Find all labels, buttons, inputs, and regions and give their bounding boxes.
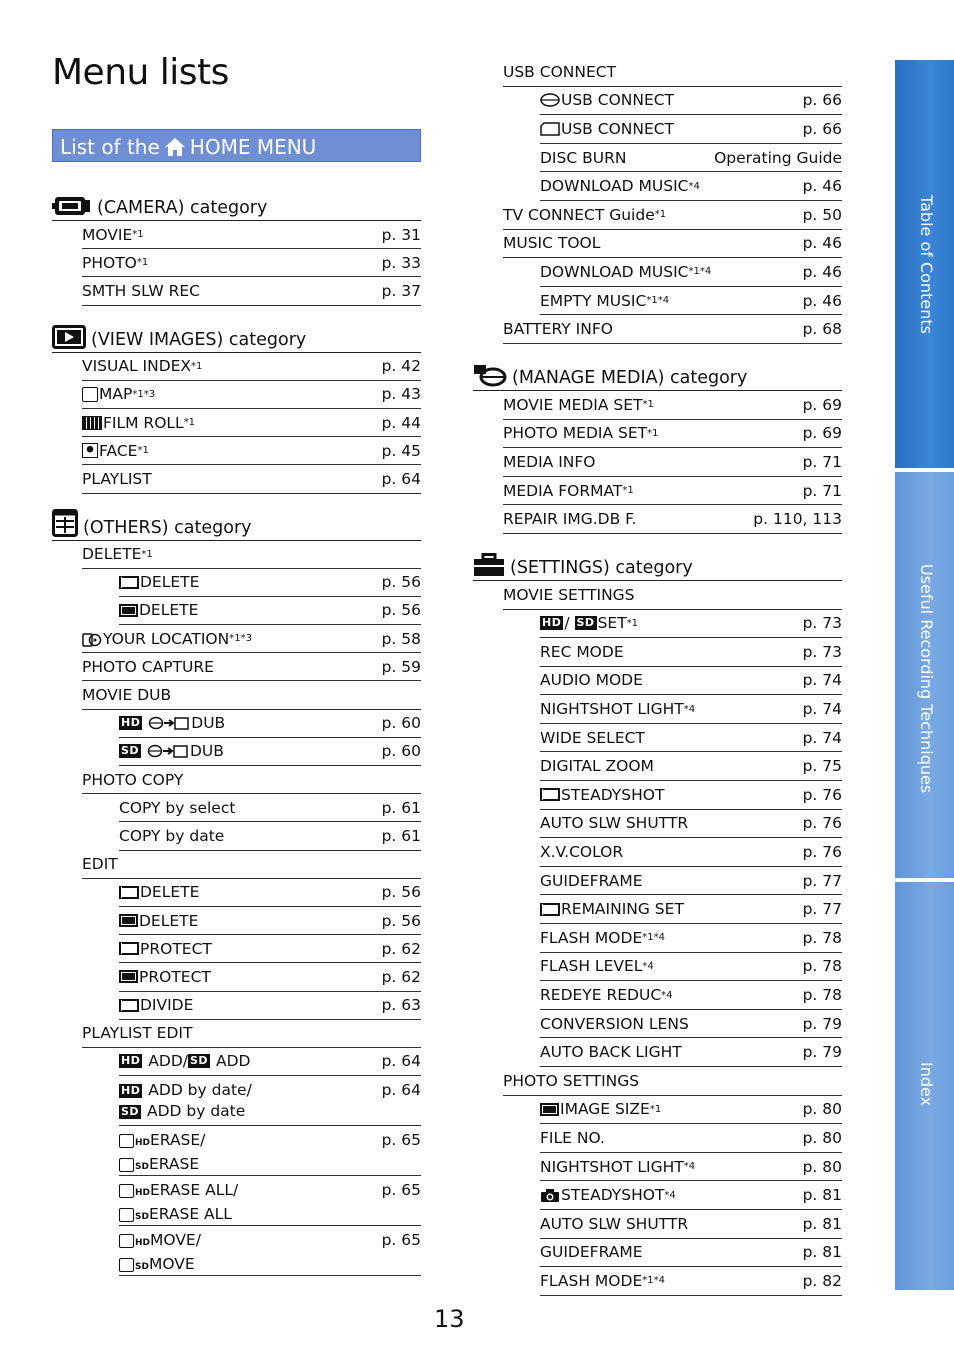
- menu-item-photo-media-set[interactable]: PHOTO MEDIA SET *1 p. 69: [503, 420, 842, 449]
- menu-item-guideframe[interactable]: GUIDEFRAME p. 77: [540, 867, 842, 896]
- menu-item-erase-all[interactable]: HDERASE ALL/ SDERASE ALL p. 65: [119, 1176, 421, 1226]
- disc-to-card-icon: [148, 716, 190, 730]
- menu-item-film-roll[interactable]: FILM ROLL *1 p. 44: [82, 409, 421, 437]
- menu-item-x-v-color[interactable]: X.V.COLOR p. 76: [540, 838, 842, 867]
- menu-item-playlist-edit[interactable]: PLAYLIST EDIT: [82, 1020, 421, 1048]
- film-icon: [119, 942, 139, 955]
- menu-item-movie-dub[interactable]: MOVIE DUB: [82, 681, 421, 709]
- playlist-hd-icon: [119, 1134, 134, 1148]
- banner-prefix: List of the: [60, 134, 160, 159]
- sd-icon: SD: [121, 744, 140, 758]
- menu-item-divide[interactable]: DIVIDE p. 63: [119, 992, 421, 1020]
- menu-item-edit[interactable]: EDIT: [82, 851, 421, 879]
- memory-card-icon: [540, 122, 560, 136]
- menu-item-edit-delete-movie[interactable]: DELETE p. 56: [119, 879, 421, 907]
- menu-item-remaining-set[interactable]: REMAINING SET p. 77: [540, 895, 842, 924]
- menu-item-empty-music[interactable]: EMPTY MUSIC *1*4 p. 46: [540, 287, 842, 316]
- play-box-icon: [52, 325, 86, 349]
- menu-item-nightshot-light[interactable]: NIGHTSHOT LIGHT *4 p. 80: [540, 1153, 842, 1182]
- menu-item-photo-capture[interactable]: PHOTO CAPTURE p. 59: [82, 653, 421, 681]
- menu-item-edit-delete-photo[interactable]: DELETE p. 56: [119, 907, 421, 935]
- map-icon: [82, 387, 98, 402]
- menu-item-image-size[interactable]: IMAGE SIZE *1 p. 80: [540, 1096, 842, 1125]
- menu-item-copy-select[interactable]: COPY by select p. 61: [119, 794, 421, 822]
- film-roll-icon: [82, 416, 102, 430]
- others-category-header: [52, 512, 421, 541]
- home-menu-banner: [52, 129, 421, 162]
- movie-settings-rows: [473, 610, 842, 1068]
- playlist-sd-icon: [119, 1258, 134, 1272]
- menu-item-usb-connect-disc[interactable]: USB CONNECT p. 66: [540, 87, 842, 116]
- manage-media-category-header: [473, 362, 842, 391]
- hd-icon: HD: [121, 1083, 141, 1097]
- menu-item-movie-settings[interactable]: MOVIE SETTINGS: [503, 581, 842, 610]
- menu-item-auto-slw-shuttr[interactable]: AUTO SLW SHUTTR p. 76: [540, 810, 842, 839]
- menu-item-steadyshot[interactable]: STEADYSHOT *4 p. 81: [540, 1181, 842, 1210]
- left-column: [52, 192, 421, 1276]
- camera-category-icon: [52, 195, 92, 217]
- menu-item-battery-info[interactable]: BATTERY INFO p. 68: [503, 315, 842, 344]
- tab-useful-recording-techniques[interactable]: Useful Recording Techniques: [895, 472, 954, 878]
- menu-item-audio-mode[interactable]: AUDIO MODE p. 74: [540, 667, 842, 696]
- film-icon: [540, 788, 560, 801]
- menu-item-add[interactable]: HD ADD/ SD ADD p. 64: [119, 1048, 421, 1076]
- menu-item-media-format[interactable]: MEDIA FORMAT *1 p. 71: [503, 477, 842, 506]
- menu-item-steadyshot[interactable]: STEADYSHOT p. 76: [540, 781, 842, 810]
- menu-item-flash-level[interactable]: FLASH LEVEL *4 p. 78: [540, 953, 842, 982]
- menu-item-nightshot-light[interactable]: NIGHTSHOT LIGHT *4 p. 74: [540, 695, 842, 724]
- menu-item-face[interactable]: FACE *1 p. 45: [82, 437, 421, 465]
- menu-item-movie-media-set[interactable]: MOVIE MEDIA SET *1 p. 69: [503, 391, 842, 420]
- side-navigation: [895, 60, 954, 1290]
- camera-category-header: [52, 192, 421, 221]
- sd-icon: SD: [576, 616, 595, 630]
- hd-icon: HD: [121, 716, 141, 730]
- disc-icon: [540, 93, 560, 107]
- menu-item-digital-zoom[interactable]: DIGITAL ZOOM p. 75: [540, 752, 842, 781]
- playlist-sd-icon: [119, 1158, 134, 1172]
- menu-item-visual-index[interactable]: VISUAL INDEX *1 p. 42: [82, 353, 421, 381]
- playlist-sd-icon: [119, 1208, 134, 1222]
- film-icon: [119, 999, 139, 1012]
- menu-item-protect-photo[interactable]: PROTECT p. 62: [119, 963, 421, 991]
- location-icon: [82, 631, 102, 647]
- menu-item-map[interactable]: MAP *1*3 p. 43: [82, 381, 421, 409]
- menu-item-auto-slw-shuttr[interactable]: AUTO SLW SHUTTR p. 81: [540, 1210, 842, 1239]
- home-icon: [164, 137, 186, 157]
- film-icon: [540, 903, 560, 916]
- film-icon: [119, 886, 139, 899]
- menu-item-usb-connect-card[interactable]: USB CONNECT p. 66: [540, 115, 842, 144]
- menu-item-disc-burn[interactable]: DISC BURN Operating Guide: [540, 144, 842, 173]
- settings-category-label: (SETTINGS) category: [510, 557, 693, 578]
- menu-item-flash-mode[interactable]: FLASH MODE *1*4 p. 78: [540, 924, 842, 953]
- face-icon: [82, 443, 98, 458]
- camera-category-label: (CAMERA) category: [97, 198, 268, 218]
- photo-icon: [119, 914, 138, 927]
- banner-suffix: HOME MENU: [189, 134, 317, 159]
- menu-item-copy-date[interactable]: COPY by date p. 61: [119, 822, 421, 850]
- view-rows: [52, 353, 421, 494]
- others-list-icon: [52, 509, 78, 537]
- menu-item-delete-photo[interactable]: DELETE p. 56: [119, 597, 421, 625]
- film-icon: [119, 576, 139, 589]
- menu-item-rec-mode[interactable]: REC MODE p. 73: [540, 638, 842, 667]
- menu-item-add-by-date[interactable]: HD ADD by date/ SD ADD by date p. 64: [119, 1076, 421, 1126]
- hd-icon: HD: [542, 616, 562, 630]
- view-images-category-header: [52, 324, 421, 353]
- menu-item-delete[interactable]: DELETE *1: [82, 541, 421, 569]
- menu-item-set[interactable]: HD / SD SET *1 p. 73: [540, 610, 842, 639]
- menu-item-dub-hd[interactable]: HD DUB p. 60: [119, 710, 421, 738]
- menu-item-movie[interactable]: MOVIE *1 p. 31: [82, 221, 421, 249]
- right-column: [473, 58, 842, 1296]
- playlist-hd-icon: [119, 1234, 134, 1248]
- settings-category-header: [473, 552, 842, 581]
- menu-item-music-tool[interactable]: MUSIC TOOL p. 46: [503, 230, 842, 259]
- toolbox-icon: [473, 553, 505, 577]
- menu-item-file-no[interactable]: FILE NO. p. 80: [540, 1124, 842, 1153]
- hd-icon: HD: [121, 1054, 141, 1068]
- menu-item-media-info[interactable]: MEDIA INFO p. 71: [503, 448, 842, 477]
- menu-item-redeye-reduc[interactable]: REDEYE REDUC *4 p. 78: [540, 981, 842, 1010]
- others-category-label: (OTHERS) category: [83, 517, 252, 538]
- menu-item-playlist[interactable]: PLAYLIST p. 64: [82, 465, 421, 493]
- menu-item-dub-sd[interactable]: SD DUB p. 60: [119, 738, 421, 766]
- menu-item-flash-mode[interactable]: FLASH MODE *1*4 p. 82: [540, 1267, 842, 1296]
- menu-item-photo[interactable]: PHOTO *1 p. 33: [82, 249, 421, 277]
- still-camera-icon: [540, 1188, 560, 1203]
- photo-icon: [119, 970, 138, 983]
- tab-table-of-contents[interactable]: Table of Contents: [895, 60, 954, 468]
- photo-icon: [540, 1103, 559, 1116]
- menu-item-conversion-lens[interactable]: CONVERSION LENS p. 79: [540, 1010, 842, 1039]
- manage-rows: [473, 391, 842, 534]
- menu-item-download-music[interactable]: DOWNLOAD MUSIC *4 p. 46: [540, 172, 842, 201]
- menu-item-usb-connect[interactable]: USB CONNECT: [503, 58, 842, 87]
- menu-item-repair-img-db-f[interactable]: REPAIR IMG.DB F. p. 110, 113: [503, 505, 842, 534]
- sd-icon: SD: [189, 1054, 209, 1068]
- menu-item-photo-copy[interactable]: PHOTO COPY: [82, 766, 421, 794]
- menu-item-your-location[interactable]: YOUR LOCATION *1*3 p. 58: [82, 625, 421, 653]
- menu-item-move[interactable]: HDMOVE/ SDMOVE p. 65: [119, 1226, 421, 1276]
- menu-item-tv-connect[interactable]: TV CONNECT Guide *1 p. 50: [503, 201, 842, 230]
- manage-media-icon: [473, 363, 507, 387]
- menu-item-erase[interactable]: HDERASE/ SDERASE p. 65: [119, 1126, 421, 1176]
- menu-item-delete-movie[interactable]: DELETE p. 56: [119, 569, 421, 597]
- menu-item-download-music-2[interactable]: DOWNLOAD MUSIC *1*4 p. 46: [540, 258, 842, 287]
- disc-to-card-icon: [147, 744, 189, 758]
- menu-item-wide-select[interactable]: WIDE SELECT p. 74: [540, 724, 842, 753]
- playlist-hd-icon: [119, 1184, 134, 1198]
- menu-item-smth-slw-rec[interactable]: SMTH SLW REC p. 37: [82, 277, 421, 305]
- sd-icon: SD: [121, 1104, 140, 1118]
- menu-item-auto-back-light[interactable]: AUTO BACK LIGHT p. 79: [540, 1038, 842, 1067]
- photo-icon: [119, 604, 138, 617]
- page-title: Menu lists: [52, 52, 229, 93]
- manage-media-category-label: (MANAGE MEDIA) category: [512, 367, 748, 388]
- tab-index[interactable]: Index: [895, 882, 954, 1290]
- menu-item-photo-settings[interactable]: PHOTO SETTINGS: [503, 1067, 842, 1096]
- view-images-category-label: (VIEW IMAGES) category: [91, 329, 307, 350]
- photo-settings-rows: [473, 1096, 842, 1296]
- menu-item-guideframe[interactable]: GUIDEFRAME p. 81: [540, 1239, 842, 1268]
- page-number: 13: [434, 1305, 465, 1333]
- menu-item-protect-movie[interactable]: PROTECT p. 62: [119, 935, 421, 963]
- camera-rows: [52, 221, 421, 306]
